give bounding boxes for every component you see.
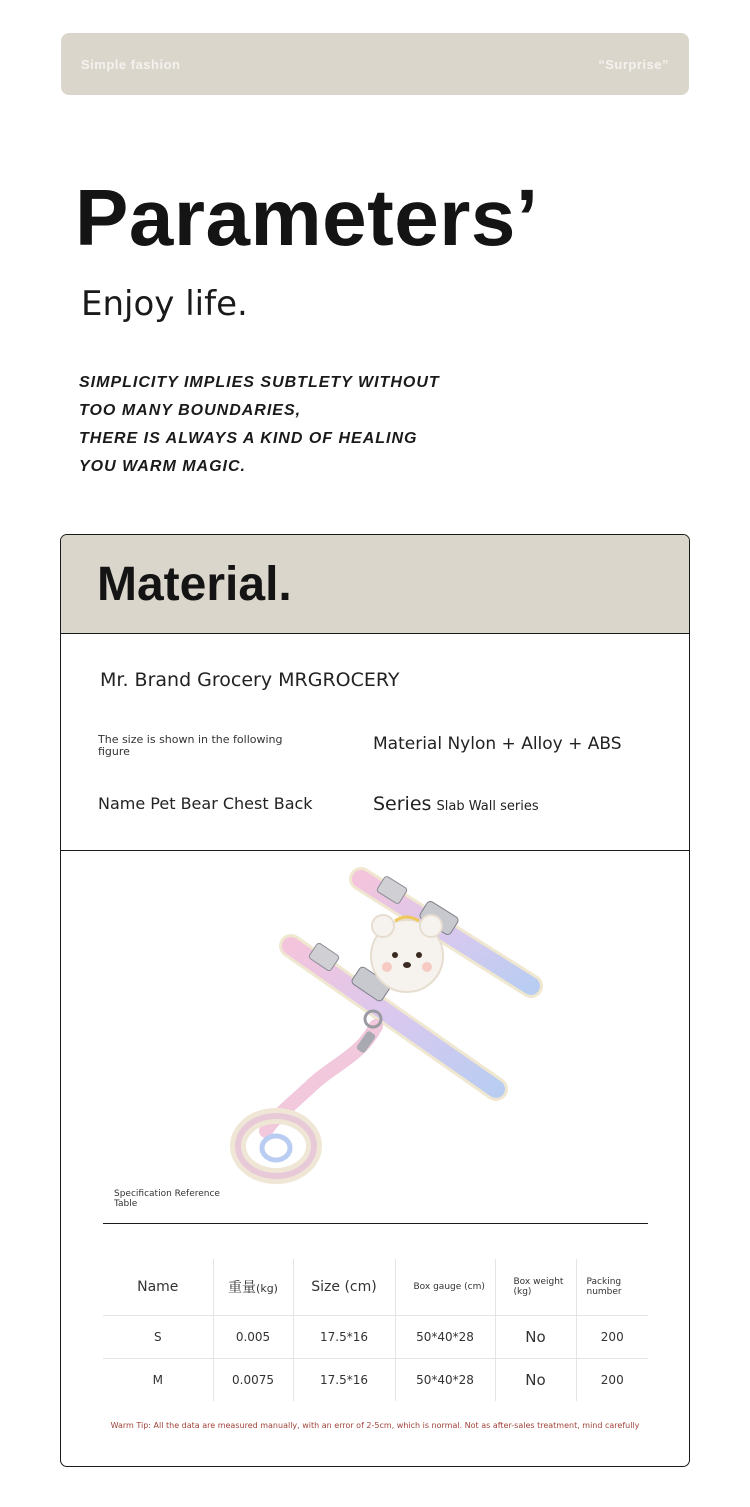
series-value: Slab Wall series [436,799,539,814]
banner-right-text: “Surprise” [598,57,669,72]
header-name: Name [103,1259,213,1316]
name-line: Name Pet Bear Chest Back [98,794,313,813]
page-title: Parameters’ [75,173,539,262]
header-packing: Packing number [576,1259,648,1316]
material-line: Material Nylon + Alloy + ABS [373,734,622,754]
cell-box-gauge: 50*40*28 [395,1359,495,1402]
cell-size: 17.5*16 [293,1359,395,1402]
cell-weight: 0.005 [213,1316,293,1359]
tagline-line: THERE IS ALWAYS A KIND OF HEALING [79,430,418,447]
material-title: Material. [97,558,292,611]
header-weight-unit: (kg) [256,1282,278,1295]
cell-packing: 200 [600,1373,624,1387]
header-box-gauge: Box gauge (cm) [395,1259,495,1316]
top-banner [61,33,689,95]
tagline-line: YOU WARM MAGIC. [79,458,246,475]
tagline-line: TOO MANY BOUNDARIES, [79,402,302,419]
cell-packing: 200 [576,1316,648,1359]
warm-tip: Warm Tip: All the data are measured manually, with an error of 2-5cm, which is normal. Not as after-sales treatment, mind carefully [110,1421,640,1430]
spec-caption: Specification Reference Table [114,1189,220,1209]
material-header [61,535,689,634]
table-row [103,1316,648,1359]
size-note: The size is shown in the following figure [98,733,283,758]
cell-box-weight: No [495,1359,576,1402]
table-row [103,1359,648,1402]
product-image [61,851,689,1211]
cell-name: S [103,1316,213,1359]
cell-box-weight: No [495,1316,576,1359]
leash [238,1011,381,1176]
brand-line: Mr. Brand Grocery MRGROCERY [100,669,400,691]
subtitle: Enjoy life. [81,284,248,324]
header-weight-label: 重量 [228,1280,257,1296]
series-label: Series [373,793,432,815]
harness-illustration [61,851,689,1211]
header-weight [213,1259,293,1316]
product-info [61,634,689,851]
divider [103,1223,648,1224]
cell-name: M [103,1359,213,1402]
cell-weight: 0.0075 [213,1359,293,1402]
header-size: Size (cm) [293,1259,395,1316]
bear-icon [371,915,443,992]
cell-box-gauge: 50*40*28 [395,1316,495,1359]
header-box-weight: Box weight (kg) [495,1259,576,1316]
tagline-line: SIMPLICITY IMPLIES SUBTLETY WITHOUT [79,374,440,391]
spec-table [103,1259,648,1401]
cell-size: 17.5*16 [293,1316,395,1359]
tagline [79,369,579,481]
banner-left-text: Simple fashion [81,57,181,72]
series-line [373,793,539,815]
material-card [60,534,690,1467]
table-header-row [103,1259,648,1316]
